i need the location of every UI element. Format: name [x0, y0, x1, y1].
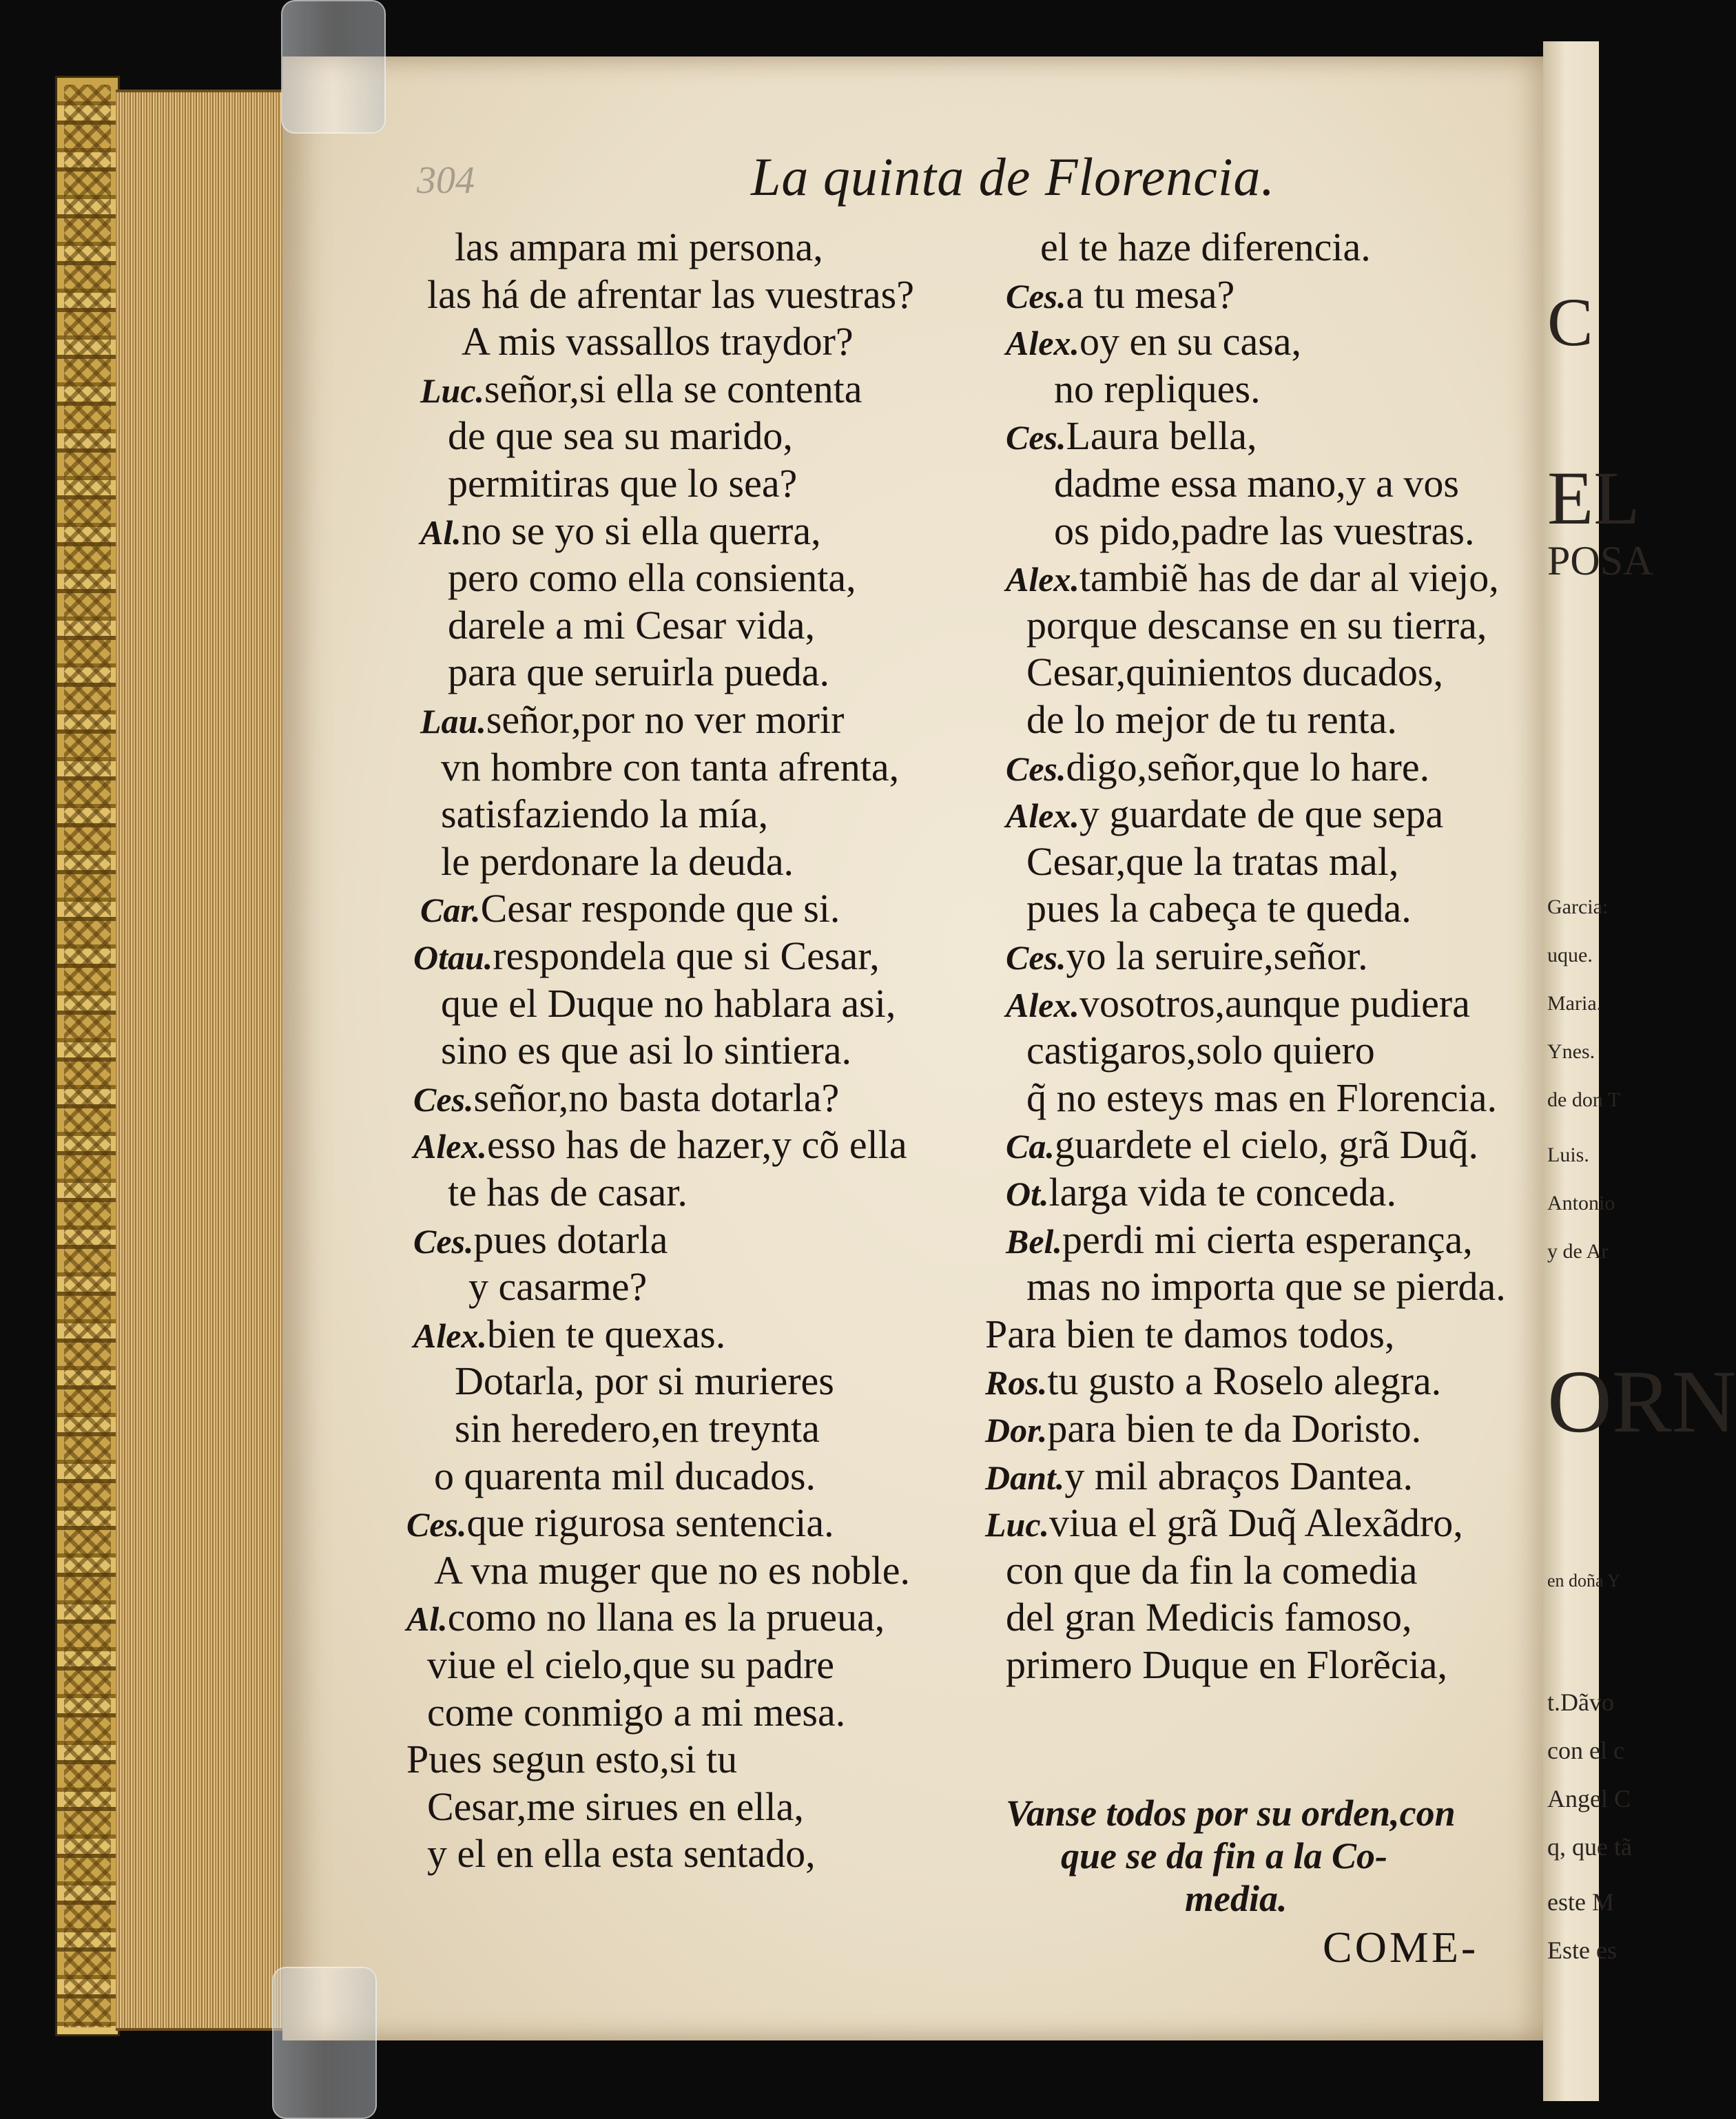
verse-text: respondela que si Cesar, — [493, 933, 880, 978]
verse-line — [468, 1264, 648, 1310]
facing-page-fragment: POSA — [1547, 538, 1653, 583]
speaker-label: Alex. — [1006, 985, 1079, 1024]
verse-line — [1006, 271, 1235, 317]
speaker-label: Alex. — [413, 1316, 487, 1355]
verse-line — [1026, 1028, 1375, 1073]
verse-line — [448, 413, 793, 459]
facing-page-fragment: ORN — [1547, 1352, 1736, 1451]
verse-text: viue el cielo,que su padre — [427, 1642, 835, 1687]
verse-line — [1006, 1547, 1418, 1593]
verse-line — [420, 366, 862, 411]
verse-line — [441, 838, 794, 884]
verse-text: oy en su casa, — [1079, 319, 1302, 364]
verse-line — [985, 1453, 1413, 1498]
verse-line — [1054, 508, 1475, 553]
facing-page-fragment: Angel C — [1547, 1785, 1631, 1812]
verse-line — [985, 1406, 1422, 1451]
facing-page-fragment: este M — [1547, 1888, 1614, 1916]
speaker-label: Luc. — [985, 1505, 1050, 1544]
verse-text: A mis vassallos traydor? — [462, 319, 854, 364]
verse-text: las ampara mi persona, — [455, 225, 823, 269]
verse-text: con que da fin la comedia — [1006, 1547, 1418, 1593]
verse-line — [413, 933, 880, 978]
verse-line — [1006, 980, 1470, 1026]
verse-line — [1006, 1122, 1479, 1168]
facing-page-fragment: Ynes. — [1547, 1040, 1595, 1063]
verse-text: las há de afrentar las vuestras? — [427, 271, 914, 317]
stage-direction-line: media. — [1185, 1878, 1288, 1919]
facing-page-fragment: t.Dãvo — [1547, 1688, 1614, 1716]
facing-page-edge — [1543, 41, 1736, 2101]
verse-line — [462, 319, 854, 364]
facing-page-fragment: Luis. — [1547, 1144, 1589, 1166]
facing-page-fragment: y de Ar — [1547, 1240, 1609, 1263]
verse-line — [413, 1217, 668, 1262]
verse-text: o quarenta mil ducados. — [434, 1453, 816, 1498]
verse-line — [441, 1028, 852, 1073]
book-spine-binding — [55, 76, 120, 2036]
verse-text: para bien te da Doristo. — [1047, 1406, 1422, 1451]
verse-text: sino es que asi lo sintiera. — [441, 1028, 852, 1073]
verse-text: no repliques. — [1054, 366, 1261, 411]
verse-text: que rigurosa sentencia. — [466, 1500, 834, 1546]
verse-line — [1026, 650, 1443, 695]
verse-text: pero como ella consienta, — [448, 555, 856, 601]
verse-line — [1006, 1217, 1473, 1262]
verse-text: del gran Medicis famoso, — [1006, 1595, 1412, 1640]
verse-line — [1006, 1595, 1412, 1640]
facing-page-fragment: de don T — [1547, 1088, 1621, 1111]
speaker-label: Alex. — [1006, 796, 1079, 836]
glass-holder-bottom — [272, 1967, 377, 2119]
verse-line — [427, 1689, 846, 1735]
verse-line — [406, 1595, 885, 1640]
verse-line — [448, 602, 816, 648]
speaker-label: Ros. — [985, 1363, 1048, 1403]
facing-page-fragment: Este es — [1547, 1936, 1617, 1964]
verse-line — [427, 271, 914, 317]
verse-text: Para bien te damos todos, — [985, 1311, 1395, 1356]
verse-line — [434, 1453, 816, 1498]
verse-text: pues dotarla — [473, 1217, 668, 1262]
verse-line — [1054, 461, 1459, 506]
speaker-label: Luc. — [420, 371, 485, 410]
verse-line — [1026, 838, 1399, 884]
speaker-label: Ces. — [1006, 938, 1066, 977]
verse-line — [1006, 413, 1257, 459]
verse-text: como no llana es la prueua, — [447, 1595, 885, 1640]
speaker-label: Dant. — [985, 1458, 1065, 1497]
facing-page-fragment: con el c — [1547, 1737, 1624, 1764]
verse-text: señor,por no ver morir — [486, 697, 845, 742]
verse-line — [406, 1737, 738, 1782]
speaker-label: Alex. — [1006, 560, 1079, 599]
verse-text: permitiras que lo sea? — [448, 461, 798, 506]
verse-text: para que seruirla pueda. — [448, 650, 829, 695]
verse-text: castigaros,solo quiero — [1026, 1028, 1375, 1073]
glass-holder-top — [281, 0, 386, 134]
verse-line — [441, 792, 769, 837]
verse-text: Laura bella, — [1066, 413, 1257, 459]
verse-text: Pues segun esto,si tu — [406, 1737, 738, 1782]
verse-text: y el en ella esta sentado, — [427, 1831, 816, 1877]
verse-line — [985, 1500, 1463, 1546]
verse-line — [406, 1500, 834, 1546]
verse-text: de lo mejor de tu renta. — [1026, 697, 1397, 742]
verse-line — [420, 886, 840, 931]
verse-text: satisfaziendo la mía, — [441, 792, 769, 837]
verse-line — [455, 1358, 834, 1404]
verse-text: larga vida te conceda. — [1048, 1170, 1397, 1214]
facing-page-fragment: uque. — [1547, 944, 1593, 967]
verse-line — [448, 461, 798, 506]
verse-line — [448, 555, 856, 601]
facing-page-fragment: Garcia: — [1547, 896, 1609, 918]
verse-text: no se yo si ella querra, — [461, 508, 821, 553]
speaker-label: Ces. — [1006, 418, 1066, 457]
verse-line — [413, 1075, 840, 1120]
verse-text: vosotros,aunque pudiera — [1079, 980, 1470, 1026]
verse-text: el te haze diferencia. — [1040, 225, 1371, 269]
verse-text: darele a mi Cesar vida, — [448, 602, 816, 648]
verse-text: le perdonare la deuda. — [441, 838, 794, 884]
verse-text: señor,no basta dotarla? — [473, 1075, 840, 1120]
verse-text: Cesar responde que si. — [480, 886, 840, 931]
facing-page-fragment: Maria. — [1547, 992, 1602, 1015]
verse-line — [1006, 319, 1302, 364]
verse-line — [1006, 792, 1444, 837]
verse-text: Cesar,quinientos ducados, — [1026, 650, 1443, 695]
verse-text: bien te quexas. — [486, 1311, 726, 1356]
verse-text: q̃ no esteys mas en Florencia. — [1026, 1075, 1497, 1120]
verse-line — [455, 1406, 820, 1451]
verse-line — [441, 980, 896, 1026]
verse-text: A vna muger que no es noble. — [434, 1547, 911, 1593]
verse-text: dadme essa mano,y a vos — [1054, 461, 1459, 506]
verse-line — [455, 227, 823, 267]
facing-page-fragment: en doña Y — [1547, 1571, 1620, 1591]
verse-text: pues la cabeça te queda. — [1026, 886, 1412, 931]
speaker-label: Car. — [420, 891, 481, 930]
running-title: La quinta de Florencia. — [751, 147, 1276, 207]
speaker-label: Dor. — [985, 1411, 1048, 1449]
verse-line — [420, 697, 845, 742]
speaker-label: Alex. — [1006, 324, 1079, 363]
verse-line — [1026, 1075, 1497, 1120]
verse-text: esso has de hazer,y cõ ella — [486, 1122, 907, 1168]
speaker-label: Lau. — [420, 702, 486, 741]
speaker-label: Ces. — [413, 1079, 474, 1119]
verse-line — [1006, 1642, 1448, 1687]
verse-line — [427, 1784, 804, 1829]
verse-text: vn hombre con tanta afrenta, — [441, 744, 900, 789]
facing-page-fragment: C — [1547, 284, 1593, 360]
verse-text: Cesar,que la tratas mal, — [1026, 838, 1399, 884]
facing-page-fragment: EL — [1547, 456, 1640, 540]
verse-text: viua el grã Duq̃ Alexãdro, — [1049, 1500, 1463, 1546]
verse-line — [441, 744, 900, 789]
verse-text: guardete el cielo, grã Duq̃. — [1054, 1122, 1479, 1168]
facing-page-fragment: Antonio — [1547, 1192, 1615, 1214]
speaker-label: Ot. — [1006, 1175, 1049, 1213]
verse-line — [434, 1547, 911, 1593]
speaker-label: Bel. — [1006, 1221, 1062, 1261]
verse-text: sin heredero,en treynta — [455, 1406, 820, 1451]
verse-text: mas no importa que se pierda. — [1026, 1264, 1506, 1310]
verse-text: perdi mi cierta esperança, — [1062, 1217, 1473, 1262]
verse-text: porque descanse en su tierra, — [1026, 602, 1487, 648]
verse-line — [1026, 602, 1487, 648]
verse-text: y mil abraços Dantea. — [1064, 1453, 1413, 1498]
verse-text: te has de casar. — [448, 1170, 688, 1214]
verse-line — [1006, 555, 1499, 601]
verse-text: y guardate de que sepa — [1079, 792, 1444, 837]
stage-direction-line: Vanse todos por su orden,con — [1006, 1792, 1456, 1834]
verse-line — [1040, 227, 1371, 267]
verse-line — [1026, 697, 1397, 742]
speaker-label: Otau. — [413, 938, 493, 977]
verse-text: tambiẽ has de dar al viejo, — [1079, 555, 1499, 601]
stage-direction-line: que se da fin a la Co- — [1061, 1835, 1388, 1877]
speaker-label: Ca. — [1006, 1127, 1055, 1166]
verse-text: yo la seruire,señor. — [1066, 933, 1368, 978]
verse-line — [1026, 1264, 1506, 1310]
verse-text: primero Duque en Florẽcia, — [1006, 1642, 1448, 1687]
verse-text: digo,señor,que lo hare. — [1066, 744, 1430, 789]
facing-page-fragment: q, que tã — [1547, 1833, 1632, 1861]
page-edges — [116, 90, 288, 2031]
speaker-label: Al. — [406, 1600, 448, 1639]
verse-text: que el Duque no hablara asi, — [441, 980, 896, 1026]
verse-line — [1006, 933, 1368, 978]
speaker-label: Ces. — [406, 1505, 467, 1544]
verse-line — [413, 1311, 726, 1356]
verse-text: Dotarla, por si murieres — [455, 1358, 834, 1404]
speaker-label: Ces. — [1006, 749, 1066, 788]
verse-text: de que sea su marido, — [448, 413, 793, 459]
verse-line — [427, 1642, 835, 1687]
verse-line — [448, 1172, 688, 1212]
verse-text: come conmigo a mi mesa. — [427, 1689, 846, 1735]
verse-line — [413, 1122, 907, 1168]
folio-number: 304 — [417, 159, 475, 202]
verse-line — [427, 1831, 816, 1877]
verse-line — [420, 508, 821, 553]
speaker-label: Ces. — [413, 1221, 474, 1261]
speaker-label: Alex. — [413, 1127, 487, 1166]
verse-line — [1006, 1172, 1396, 1212]
verse-line — [1026, 886, 1412, 931]
catchword: COME- — [1323, 1923, 1479, 1972]
speaker-label: Al. — [420, 513, 462, 552]
verse-line — [1006, 744, 1430, 789]
verse-line — [448, 650, 829, 695]
speaker-label: Ces. — [1006, 276, 1066, 316]
verse-text: os pido,padre las vuestras. — [1054, 508, 1475, 553]
verse-text: Cesar,me sirues en ella, — [427, 1784, 804, 1829]
verse-text: señor,si ella se contenta — [484, 366, 862, 411]
verse-line — [985, 1358, 1442, 1404]
verse-text: a tu mesa? — [1066, 271, 1235, 317]
verse-line — [985, 1311, 1395, 1356]
verse-line — [1054, 366, 1261, 411]
verse-text: tu gusto a Roselo alegra. — [1047, 1358, 1442, 1404]
verse-text: y casarme? — [468, 1264, 648, 1310]
